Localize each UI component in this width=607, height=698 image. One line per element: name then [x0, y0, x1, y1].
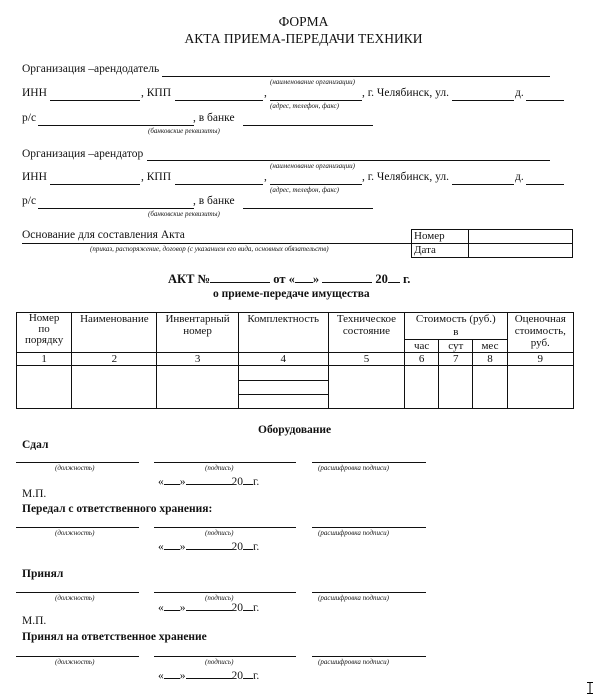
col-inventory-header — [157, 313, 238, 353]
col-num-2: 2 — [72, 353, 157, 366]
sig2-position-line[interactable] — [16, 527, 139, 528]
sig4-date — [158, 670, 259, 682]
sig2-signature-hint: (подпись) — [205, 529, 234, 537]
form-title: ФОРМА — [278, 14, 329, 29]
lessor-label: Организация –арендодатель — [22, 63, 160, 75]
table-cell-number[interactable] — [17, 366, 72, 409]
lessor-house-label: д. — [515, 87, 524, 99]
sig4-signature-hint: (подпись) — [205, 658, 234, 666]
table-cell-name[interactable] — [72, 366, 157, 409]
sig1-year: 20 — [231, 476, 243, 488]
act-subheading: о приеме-передаче имущества — [213, 288, 370, 300]
sig2-day-line[interactable] — [164, 549, 180, 550]
col-completeness-header: Комплектность — [238, 313, 328, 353]
lessee-bank-line[interactable] — [243, 208, 373, 209]
sig3-signature-hint: (подпись) — [205, 594, 234, 602]
col-cost-header — [405, 313, 508, 340]
lessee-inn-label: ИНН — [22, 171, 47, 183]
table-cell-estimated[interactable] — [507, 366, 573, 409]
act-year-suffix: г. — [402, 272, 411, 286]
sig4-decode-line[interactable] — [312, 656, 426, 657]
sig2-date — [158, 541, 259, 553]
sig4-position-hint: (должность) — [55, 658, 95, 666]
lessor-bank-hint: (банковские реквизиты) — [148, 127, 220, 135]
col-number-header — [17, 313, 72, 353]
lessee-address-line[interactable] — [270, 184, 362, 185]
act-day-line[interactable] — [295, 282, 313, 283]
sig3-position-hint: (должность) — [55, 594, 95, 602]
lessee-comma: , — [264, 171, 267, 183]
col-inventory-header-line2: номер — [183, 325, 212, 337]
sig2-date-close: » — [179, 541, 186, 553]
sig3-year-line[interactable] — [243, 610, 253, 611]
sig4-day-line[interactable] — [164, 678, 180, 679]
table-cell-day[interactable] — [439, 366, 473, 409]
basis-number-date-table — [411, 229, 573, 258]
lessee-account-label: р/с — [22, 195, 37, 207]
act-from-label: от « — [273, 272, 295, 286]
sig1-decode-hint: (расшифровка подписи) — [318, 464, 389, 472]
sig3-decode-hint: (расшифровка подписи) — [318, 594, 389, 602]
lessor-inn-line[interactable] — [50, 100, 140, 101]
lessor-inn-label: ИНН — [22, 87, 47, 99]
col-condition-header-line2: состояние — [342, 325, 391, 337]
col-cost-header-line2: в — [453, 326, 459, 338]
lessee-kpp-line[interactable] — [175, 184, 263, 185]
lessor-account-label: р/с — [22, 112, 37, 124]
col-month-header: мес — [473, 340, 507, 353]
basis-hint: (приказ, распоряжение, договор (с указанием его вида, основных обязательств) — [90, 245, 329, 253]
completeness-subrow-3[interactable] — [239, 395, 328, 408]
lessor-bank-label: , в банке — [193, 112, 235, 124]
col-num-8: 8 — [473, 353, 507, 366]
lessor-org-hint: (наименование организации) — [270, 78, 355, 86]
col-estimated-header-line3: руб. — [530, 337, 550, 349]
sig4-date-close: » — [179, 670, 186, 682]
lessee-street-line[interactable] — [452, 184, 514, 185]
sig4-month-line[interactable] — [186, 678, 232, 679]
col-num-1: 1 — [17, 353, 72, 366]
col-condition-header — [328, 313, 404, 353]
sig2-date-open: « — [158, 541, 164, 553]
sig2-year-suffix: г. — [253, 541, 260, 553]
sig3-position-line[interactable] — [16, 592, 139, 593]
col-num-3: 3 — [157, 353, 238, 366]
table-cell-hour[interactable] — [405, 366, 439, 409]
col-num-5: 5 — [328, 353, 404, 366]
sig1-date-close: » — [179, 476, 186, 488]
sig4-decode-hint: (расшифровка подписи) — [318, 658, 389, 666]
sig4-signature-line[interactable] — [154, 656, 296, 657]
col-name-header: Наименование — [72, 313, 157, 353]
lessee-bank-label: , в банке — [193, 195, 235, 207]
sig2-year-line[interactable] — [243, 549, 253, 550]
property-table — [16, 312, 574, 409]
stamp-label-2: М.П. — [22, 615, 47, 627]
sig3-date — [158, 602, 259, 614]
lessee-house-line[interactable] — [526, 184, 564, 185]
basis-label: Основание для составления Акта — [22, 229, 185, 241]
act-number-line[interactable] — [210, 282, 270, 283]
basis-number-cell[interactable] — [469, 230, 573, 244]
handed-label: Сдал — [22, 439, 49, 451]
sig3-signature-line[interactable] — [154, 592, 296, 593]
basis-date-label: Дата — [412, 244, 469, 258]
sig2-signature-line[interactable] — [154, 527, 296, 528]
lessor-account-line[interactable] — [38, 125, 194, 126]
act-quote-close: » — [312, 272, 320, 286]
sig4-date-open: « — [158, 670, 164, 682]
accepted-storage-label: Принял на ответственное хранение — [22, 631, 207, 643]
sig4-year-line[interactable] — [243, 678, 253, 679]
sig1-decode-line[interactable] — [312, 462, 426, 463]
lessor-comma: , — [264, 87, 267, 99]
lessor-street-line[interactable] — [452, 100, 514, 101]
lessor-org-line[interactable] — [162, 76, 550, 77]
act-heading — [168, 272, 410, 287]
sig3-year: 20 — [231, 602, 243, 614]
col-number-header-line3: порядку — [24, 334, 64, 346]
sig3-month-line[interactable] — [186, 610, 232, 611]
act-year-line[interactable] — [388, 282, 400, 283]
col-estimated-header-line1: Оценочная — [514, 313, 566, 325]
col-number-header-line2: по — [38, 323, 50, 335]
lessee-org-hint: (наименование организации) — [270, 162, 355, 170]
lessor-bank-line[interactable] — [243, 125, 373, 126]
basis-date-cell[interactable] — [469, 244, 573, 258]
completeness-subrow-1[interactable] — [239, 366, 328, 381]
transferred-label: Передал с ответственного хранения: — [22, 503, 213, 515]
sig4-year: 20 — [231, 670, 243, 682]
col-num-6: 6 — [405, 353, 439, 366]
sig1-month-line[interactable] — [186, 484, 232, 485]
equipment-heading: Оборудование — [258, 424, 332, 436]
lessor-house-line[interactable] — [526, 100, 564, 101]
sig1-date-open: « — [158, 476, 164, 488]
sig1-day-line[interactable] — [164, 484, 180, 485]
col-estimated-header — [507, 313, 573, 353]
table-cell-inventory[interactable] — [157, 366, 238, 409]
lessee-label: Организация –арендатор — [22, 148, 144, 160]
lessee-city-label: , г. Челябинск, ул. — [362, 171, 449, 183]
col-condition-header-line1: Техническое — [336, 313, 397, 325]
sig2-month-line[interactable] — [186, 549, 232, 550]
basis-line[interactable] — [22, 243, 411, 244]
sig4-position-line[interactable] — [16, 656, 139, 657]
lessor-kpp-line[interactable] — [175, 100, 263, 101]
completeness-subrow-2[interactable] — [239, 381, 328, 395]
sig1-signature-hint: (подпись) — [205, 464, 234, 472]
text-cursor-icon — [586, 682, 594, 694]
lessor-addr-hint: (адрес, телефон, факс) — [270, 102, 339, 110]
table-cell-condition[interactable] — [328, 366, 404, 409]
col-inventory-header-line1: Инвентарный — [165, 313, 230, 325]
sig1-position-line[interactable] — [16, 462, 139, 463]
accepted-label: Принял — [22, 568, 64, 580]
sig2-decode-hint: (расшифровка подписи) — [318, 529, 389, 537]
sig3-date-open: « — [158, 602, 164, 614]
sig3-year-suffix: г. — [253, 602, 260, 614]
lessee-house-label: д. — [515, 171, 524, 183]
sig2-year: 20 — [231, 541, 243, 553]
col-estimated-header-line2: стоимость, — [514, 325, 566, 337]
col-num-9: 9 — [507, 353, 573, 366]
sig2-position-hint: (должность) — [55, 529, 95, 537]
sig1-date — [158, 476, 259, 488]
sig4-year-suffix: г. — [253, 670, 260, 682]
lessee-addr-hint: (адрес, телефон, факс) — [270, 186, 339, 194]
sig3-date-close: » — [179, 602, 186, 614]
col-number-header-line1: Номер — [28, 312, 60, 324]
lessee-account-line[interactable] — [38, 208, 194, 209]
act-number-label: АКТ № — [168, 272, 211, 286]
lessor-city-label: , г. Челябинск, ул. — [362, 87, 449, 99]
act-year-prefix: 20 — [375, 272, 388, 286]
lessee-bank-hint: (банковские реквизиты) — [148, 210, 220, 218]
stamp-label-1: М.П. — [22, 488, 47, 500]
sig1-year-line[interactable] — [243, 484, 253, 485]
sig3-decode-line[interactable] — [312, 592, 426, 593]
sig1-signature-line[interactable] — [154, 462, 296, 463]
col-num-4: 4 — [238, 353, 328, 366]
lessor-address-line[interactable] — [270, 100, 362, 101]
act-month-line[interactable] — [322, 282, 372, 283]
form-subtitle: АКТА ПРИЕМА-ПЕРЕДАЧИ ТЕХНИКИ — [184, 31, 423, 46]
basis-number-label: Номер — [412, 230, 469, 244]
table-cell-completeness[interactable] — [238, 366, 328, 409]
lessee-org-line[interactable] — [147, 160, 550, 161]
col-cost-header-line1: Стоимость (руб.) — [415, 313, 496, 325]
lessee-kpp-label: , КПП — [141, 171, 172, 183]
lessee-inn-line[interactable] — [50, 184, 140, 185]
table-cell-month[interactable] — [473, 366, 507, 409]
col-day-header: сут — [439, 340, 473, 353]
col-num-7: 7 — [439, 353, 473, 366]
sig3-day-line[interactable] — [164, 610, 180, 611]
col-hour-header: час — [405, 340, 439, 353]
sig1-year-suffix: г. — [253, 476, 260, 488]
lessor-kpp-label: , КПП — [141, 87, 172, 99]
sig1-position-hint: (должность) — [55, 464, 95, 472]
sig2-decode-line[interactable] — [312, 527, 426, 528]
